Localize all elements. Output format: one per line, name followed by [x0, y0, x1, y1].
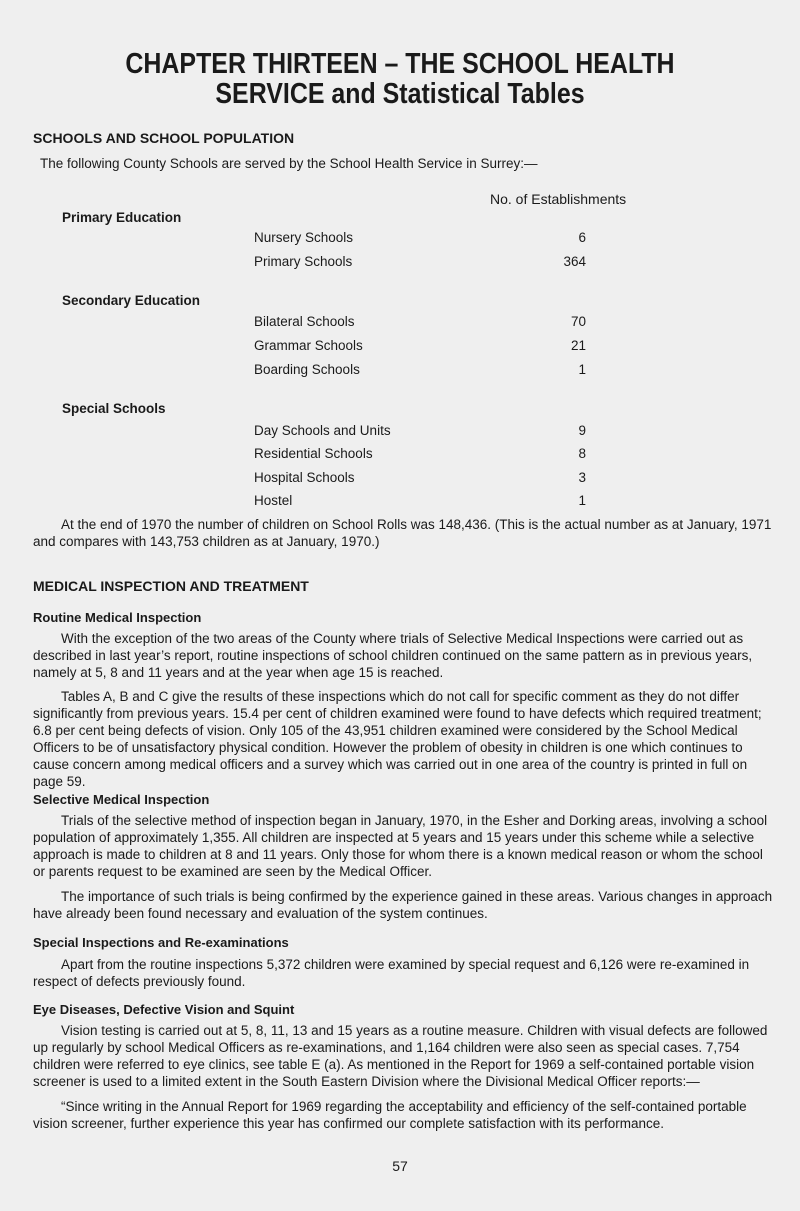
- divisional-officer-quote: “Since writing in the Annual Report for 1969 regarding the acceptability and efficiency of the self-contained portable vision screener, further experience this year has confirmed our complete satisfaction with its performance.: [33, 1099, 747, 1131]
- group-secondary-education: Secondary Education: [62, 293, 201, 308]
- routine-paragraph-2: Tables A, B and C give the results of these inspections which do not call for specific comment as they do not differ significantly from previous years. 15.4 per cent of children examined were found to have defects which required treatment; 6.8 per cent being defects of vision. Only 105 of the 43,951 children examined were considered by the School Medical Officers to be of unsatisfactory physical condition. However the problem of obesity in children is one which continues to cause concern among medical officers and a survey which was carried out in one area of the country is printed in full on page 59.: [33, 689, 762, 789]
- group-special-schools: Special Schools: [62, 401, 166, 416]
- routine-heading: Routine Medical Inspection: [33, 610, 202, 625]
- column-header: No. of Establishments: [490, 191, 627, 207]
- row-label: Grammar Schools: [254, 338, 363, 353]
- row-label: Residential Schools: [254, 446, 373, 461]
- eye-diseases-paragraph: Vision testing is carried out at 5, 8, 11, 13 and 15 years as a routine measure. Children with visual defects are followed up regularly by school Medical Officers as re-examinations, and 1,164 children were also seen as special cases. 7,754 children were referred to eye clinics, see table E (a). As mentioned in the Report for 1969 a self-contained portable vision screener is used to a limited extent in the South Eastern Division where the Divisional Medical Officer reports:—: [33, 1023, 768, 1089]
- row-value: 9: [578, 423, 586, 438]
- medical-heading: MEDICAL INSPECTION AND TREATMENT: [33, 578, 309, 594]
- chapter-title-line-2: SERVICE and Statistical Tables: [215, 78, 585, 110]
- chapter-title-line-1: CHAPTER THIRTEEN – THE SCHOOL HEALTH: [125, 48, 675, 80]
- schools-heading: SCHOOLS AND SCHOOL POPULATION: [33, 130, 295, 146]
- row-label: Day Schools and Units: [254, 423, 391, 438]
- row-value: 364: [563, 254, 586, 269]
- row-value: 1: [578, 493, 586, 508]
- row-value: 6: [578, 230, 586, 245]
- group-primary-education: Primary Education: [62, 210, 182, 225]
- selective-heading: Selective Medical Inspection: [33, 792, 210, 807]
- row-label: Nursery Schools: [254, 230, 354, 245]
- schools-intro: The following County Schools are served by the School Health Service in Surrey:—: [40, 156, 538, 171]
- selective-paragraph-2: The importance of such trials is being confirmed by the experience gained in these areas. Various changes in approach have already been found necessary and evaluation of the system continues.: [33, 889, 773, 921]
- eye-diseases-heading: Eye Diseases, Defective Vision and Squint: [33, 1002, 295, 1017]
- page-number: 57: [392, 1158, 408, 1174]
- row-value: 8: [578, 446, 586, 461]
- row-value: 3: [578, 470, 586, 485]
- row-value: 1: [578, 362, 586, 377]
- row-label: Primary Schools: [254, 254, 353, 269]
- row-label: Bilateral Schools: [254, 314, 355, 329]
- row-label: Hospital Schools: [254, 470, 355, 485]
- special-inspections-paragraph: Apart from the routine inspections 5,372 children were examined by special request and 6,126 were re-examined in respect of defects previously found.: [33, 957, 750, 989]
- school-rolls-paragraph: At the end of 1970 the number of children on School Rolls was 148,436. (This is the actual number as at January, 1971 and compares with 143,753 children as at January, 1970.): [33, 517, 772, 549]
- row-value: 70: [570, 314, 586, 329]
- special-inspections-heading: Special Inspections and Re-examinations: [33, 935, 289, 950]
- row-label: Boarding Schools: [254, 362, 360, 377]
- selective-paragraph-1: Trials of the selective method of inspection began in January, 1970, in the Esher and Dorking areas, involving a school population of approximately 1,355. All children are inspected at 5 years and 15 years under this scheme while a selective approach is made to children at 8 and 11 years. Only those for whom there is a known medical reason or whom the school or parents request to be examined are seen by the Medical Officer.: [33, 813, 768, 879]
- row-value: 21: [570, 338, 586, 353]
- routine-paragraph-1: With the exception of the two areas of the County where trials of Selective Medical Inspections were carried out as described in last year’s report, routine inspections of school children continued on the same pattern as in previous years, namely at 5, 8 and 11 years and at the year when age 15 is reached.: [33, 631, 753, 680]
- row-label: Hostel: [254, 493, 293, 508]
